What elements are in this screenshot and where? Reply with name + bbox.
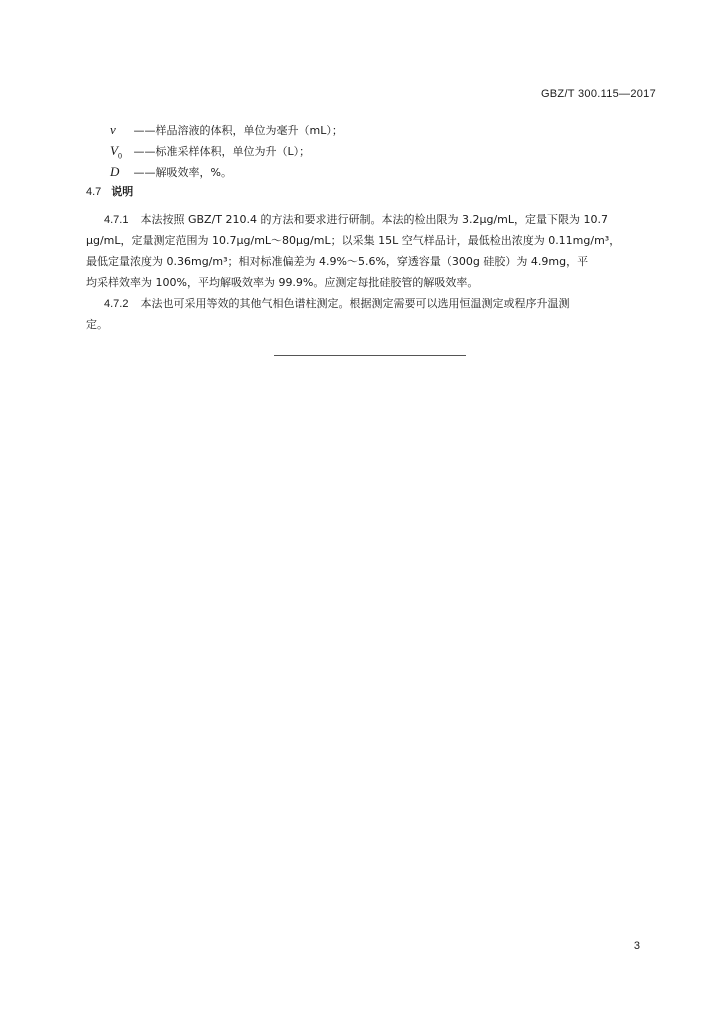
definition-symbol: $V_0$ xyxy=(110,143,122,161)
clause-line: 4.7.1 本法按照 GBZ/T 210.4 的方法和要求进行研制。本法的检出限为 3.2μg/mL，定量下限为 10.7 xyxy=(104,213,608,226)
symbol-definitions xyxy=(110,119,630,182)
definition-symbol: D xyxy=(110,164,120,179)
section-title: 说明 xyxy=(111,185,134,198)
definition-row xyxy=(110,161,630,182)
clause-line: 定。 xyxy=(86,318,108,331)
definition-text: ——解吸效率，%。 xyxy=(133,166,232,179)
page-number: 3 xyxy=(633,940,640,952)
clause-line: 最低定量浓度为 0.36mg/m³；相对标准偏差为 4.9%～5.6%，穿透容量（300g 硅胶）为 4.9mg，平 xyxy=(86,255,589,268)
definition-row xyxy=(110,119,630,140)
section-number: 4.7 xyxy=(86,186,102,198)
definition-text: ——样品溶液的体积，单位为毫升（mL）； xyxy=(133,124,343,137)
end-of-text-rule xyxy=(274,355,466,356)
definition-row xyxy=(110,140,630,161)
definition-text: ——标准采样体积，单位为升（L）； xyxy=(133,145,311,158)
clause-4-7-2 xyxy=(86,293,656,335)
clause-line: μg/mL，定量测定范围为 10.7μg/mL～80μg/mL；以采集 15L 空气样品计，最低检出浓度为 0.11mg/m³， xyxy=(86,234,621,247)
section-heading xyxy=(86,183,133,199)
clause-line: 均采样效率为 100%，平均解吸效率为 99.9%。应测定每批硅胶管的解吸效率。 xyxy=(86,276,479,289)
clause-line: 4.7.2 本法也可采用等效的其他气相色谱柱测定。根据测定需要可以选用恒温测定或程序升温测 xyxy=(104,297,570,310)
clause-number: 4.7.1 xyxy=(104,214,129,226)
clause-4-7-1 xyxy=(86,209,656,293)
standard-code: GBZ/T 300.115—2017 xyxy=(540,88,656,100)
definition-symbol: v xyxy=(110,122,116,137)
clause-number: 4.7.2 xyxy=(104,298,129,310)
